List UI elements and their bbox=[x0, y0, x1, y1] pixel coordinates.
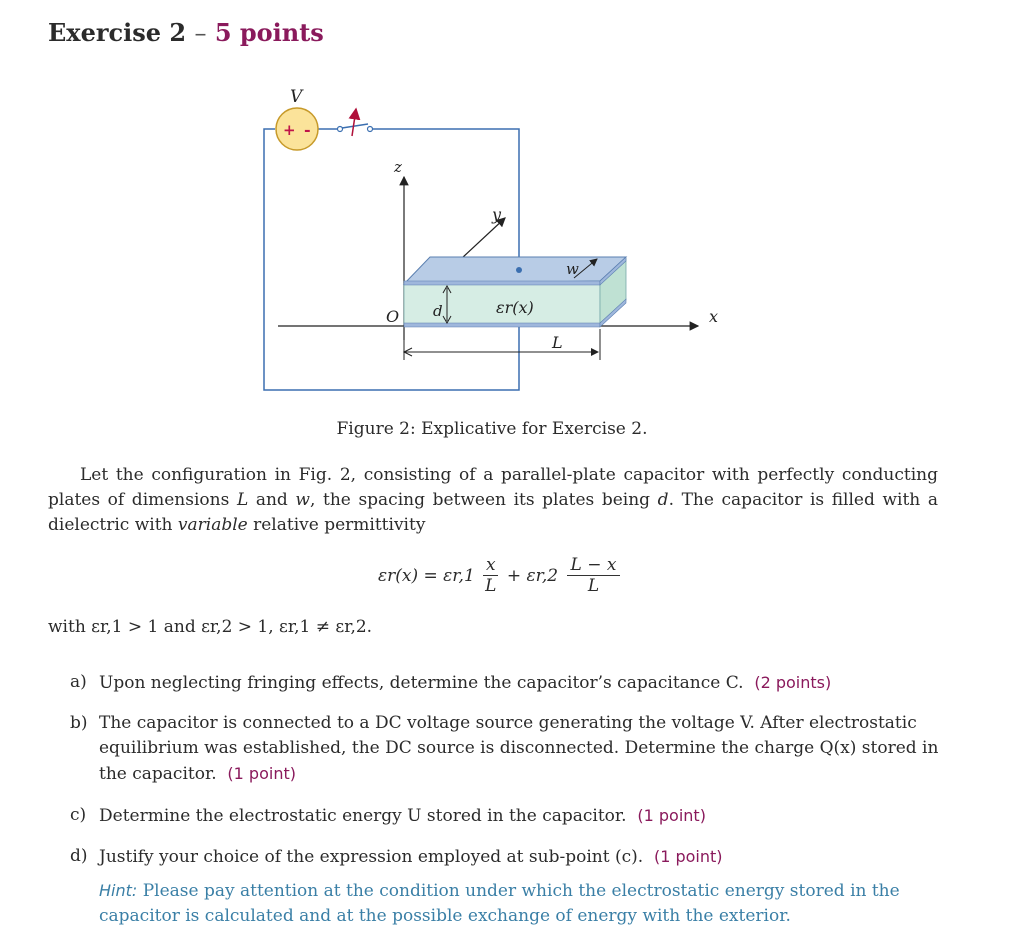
intro-emphasis: variable bbox=[177, 515, 248, 535]
voltage-source-icon bbox=[276, 108, 318, 150]
fraction-2 bbox=[567, 555, 621, 596]
question-label: a) bbox=[70, 672, 87, 692]
fraction-1 bbox=[483, 555, 498, 596]
hint-block bbox=[99, 878, 939, 929]
question-a bbox=[70, 670, 940, 696]
y-axis-label: y bbox=[492, 205, 502, 224]
fraction-2-denominator: L bbox=[587, 576, 600, 596]
intro-var-L: L bbox=[236, 490, 249, 510]
origin-label: O bbox=[386, 307, 400, 326]
intro-text-2: , the spacing between its plates being bbox=[309, 490, 658, 510]
l-label: L bbox=[552, 333, 563, 352]
x-axis-label: x bbox=[709, 307, 719, 326]
fraction-1-numerator: x bbox=[483, 555, 498, 576]
intro-var-w: w bbox=[295, 490, 310, 510]
w-label: w bbox=[566, 260, 579, 278]
intro-var-d: d bbox=[657, 490, 669, 510]
intro-paragraph bbox=[48, 463, 938, 538]
question-points: (1 point) bbox=[227, 764, 296, 783]
question-text: Determine the electrostatic energy U stored in the capacitor. bbox=[99, 806, 627, 826]
hint-text: Please pay attention at the condition under which the electrostatic energy stored in the capacitor is calculated and at the possible exchange of energy with the exterior. bbox=[99, 881, 900, 926]
exercise-points: 5 points bbox=[214, 18, 324, 47]
fraction-2-numerator: L − x bbox=[567, 555, 621, 576]
dielectric-label: εr(x) bbox=[496, 298, 534, 317]
permittivity-condition: with εr,1 > 1 and εr,2 > 1, εr,1 ≠ εr,2. bbox=[48, 617, 373, 637]
figure-caption: Figure 2: Explicative for Exercise 2. bbox=[336, 419, 648, 439]
question-label: b) bbox=[70, 713, 88, 733]
question-text: Justify your choice of the expression employed at sub-point (c). bbox=[99, 847, 644, 867]
question-points: (1 point) bbox=[653, 847, 723, 866]
question-points: (1 point) bbox=[637, 806, 706, 825]
equation-lhs: εr(x) = εr,1 bbox=[378, 565, 475, 586]
source-plus: + bbox=[283, 121, 296, 139]
intro-text-4: relative permittivity bbox=[247, 515, 426, 535]
question-text: Upon neglecting fringing effects, determine the capacitor’s capacitance C. bbox=[99, 673, 744, 693]
capacitor-figure bbox=[0, 0, 1024, 420]
d-label: d bbox=[433, 302, 443, 320]
question-b bbox=[70, 711, 940, 787]
permittivity-equation bbox=[378, 555, 623, 596]
top-plate bbox=[404, 257, 626, 284]
source-label: V bbox=[290, 87, 303, 107]
question-d bbox=[70, 844, 940, 870]
intro-text-and: and bbox=[248, 490, 296, 510]
title-dash: – bbox=[194, 19, 207, 47]
y-axis bbox=[462, 218, 505, 258]
equation-plus-term: + εr,2 bbox=[506, 565, 559, 586]
question-label: d) bbox=[70, 846, 88, 866]
intro-text-3: . The capacitor is filled with a dielectric with bbox=[48, 490, 938, 535]
bottom-plate bbox=[404, 323, 600, 327]
plate-contact-dot bbox=[516, 267, 522, 273]
question-text: The capacitor is connected to a DC voltage source generating the voltage V. After electrostatic equilibrium was established, the DC source is disconnected. Determine the charge Q(x) stored in the capacitor. bbox=[99, 713, 939, 784]
intro-text-1: Let the configuration in Fig. 2, consisting of a parallel-plate capacitor with perfectly conducting plates of dimensions bbox=[48, 465, 938, 510]
switch-icon bbox=[338, 109, 373, 136]
z-axis-label: z bbox=[394, 158, 402, 176]
top-plate-edge bbox=[404, 281, 600, 285]
source-minus: - bbox=[304, 120, 311, 139]
question-label: c) bbox=[70, 805, 87, 825]
exercise-heading: Exercise 2 bbox=[48, 18, 187, 47]
question-c bbox=[70, 803, 940, 829]
fraction-1-denominator: L bbox=[485, 576, 497, 596]
question-points: (2 points) bbox=[754, 673, 832, 692]
hint-label: Hint: bbox=[99, 881, 138, 900]
